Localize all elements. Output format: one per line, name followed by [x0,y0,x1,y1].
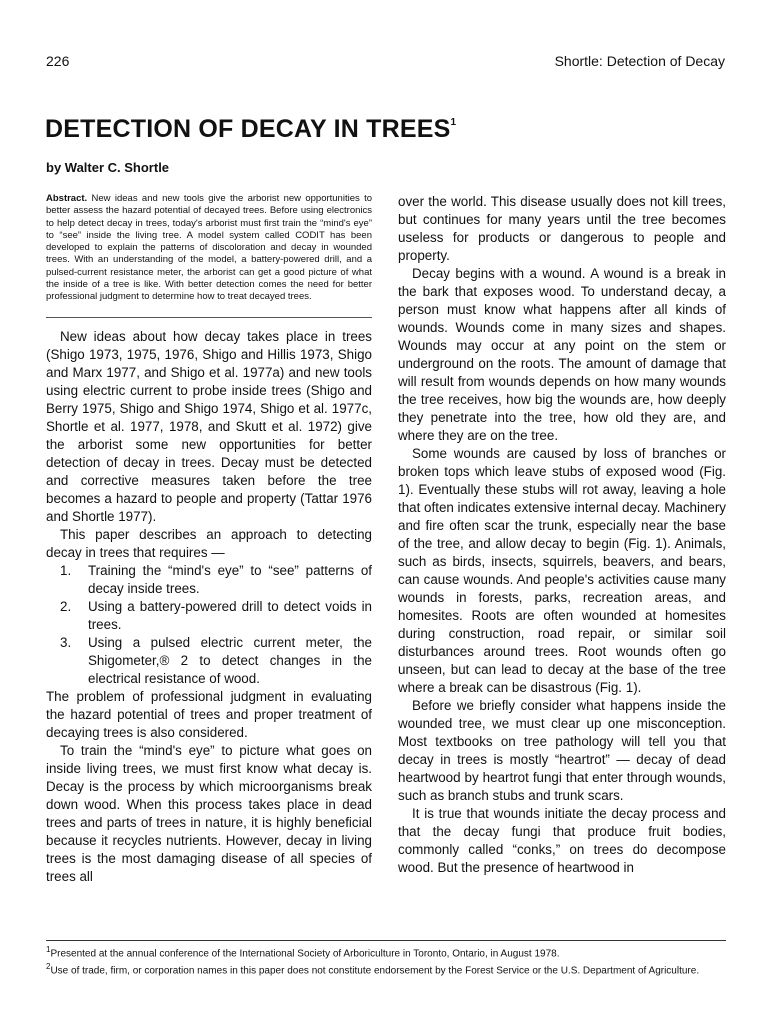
running-head: Shortle: Detection of Decay [554,53,725,69]
list-text: Training the “mind's eye” to “see” patterns of decay inside trees. [88,562,372,596]
article-title [45,115,456,144]
paragraph: It is true that wounds initiate the decay process and that the decay fungi that produce fruit bodies, commonly called “conks,” on trees do decompose wood. But the presence of heartwood in [398,806,726,875]
footnote [46,960,730,977]
page-number: 226 [46,53,70,69]
footnote-divider [46,940,726,941]
paragraph: Decay begins with a wound. A wound is a break in the bark that exposes wood. To understand decay, a person must know what happens after all kinds of wounds. Wounds come in many sizes and shapes. Wounds may occur at any point on the stem or underground on the roots. The amount of damage that will result from wounds depends on how many wounds the tree receives, how big the wounds are, how deeply they penetrate into the tree, how old they are, and where they are on the tree. [398,266,726,443]
footnote-text: Presented at the annual conference of the International Society of Arboriculture in Toronto, Ontario, in August 1978. [50,948,560,960]
list-item [46,634,372,688]
right-column [398,193,726,877]
abstract-label: Abstract. [46,193,88,204]
footnote-mark: 1 [46,945,51,954]
title-text: DETECTION OF DECAY IN TREES [45,115,451,143]
list-number: 1. [60,562,72,578]
footnotes [46,943,730,978]
abstract [46,193,372,304]
list-item [46,562,372,598]
byline: by Walter C. Shortle [46,160,170,175]
footnote-text: Use of trade, firm, or corporation names in this paper does not constitute endorsement by the Forest Service or the U.S. Department of Agriculture. [50,965,700,977]
paragraph: This paper describes an approach to detecting decay in trees that requires — [46,526,372,560]
list-text: Using a battery-powered drill to detect voids in trees. [88,598,372,632]
paragraph: over the world. This disease usually does not kill trees, but continues for many years until the tree becomes useless for products or dangerous to people and property. [398,194,726,263]
footnote-mark: 2 [46,962,51,972]
list-number: 2. [60,598,72,614]
left-body [46,328,372,886]
paragraph: Some wounds are caused by loss of branches or broken tops which leave stubs of exposed wood (Fig. 1). Eventually these stubs will rot away, leaving a hole that often indicates extensive internal decay. Machinery and fire often scar the trunk, especially near the base of the tree, and allow decay to begin (Fig. 1). Animals, such as birds, insects, squirrels, beavers, and bears, can cause wounds. And people's activities cause many wounds in forests, parks, recreation areas, and homesites. Roots are often wounded at homesites during construction, road repair, or similar soil disturbances around trees. Root wounds often go unseen, but can lead to decay at the base of the tree where a break can be disastrous (Fig. 1). [398,446,727,695]
abstract-divider [46,317,372,318]
footnote [46,943,730,960]
paragraph: Before we briefly consider what happens inside the wounded tree, we must clear up one misconception. Most textbooks on tree pathology will tell you that decay in trees is mostly “heartrot” — decay of dead heartwood by heartrot fungi that enter through wounds, such as branch stubs and trunk scars. [398,698,726,803]
paragraph: To train the “mind's eye” to picture what goes on inside living trees, we must first know what decay is. Decay is the process by which microorganisms break down wood. When this process takes place in dead trees and parts of trees in nature, it is highly beneficial because it recycles nutrients. However, decay in living trees is the most damaging disease of all species of trees all [46,742,372,884]
list-item [46,598,372,634]
paragraph: New ideas about how decay takes place in trees (Shigo 1973, 1975, 1976, Shigo and Hillis 1973, Shigo and Marx 1977, and Shigo et al. 1977a) and new tools using electric current to probe inside trees (Shigo and Berry 1975, Shigo and Shigo 1974, Shigo et al. 1977c, Shortle et al. 1977, 1978, and Skutt et al. 1972) give the arborist some new opportunities for better detection of decay in trees. Decay must be detected and corrective measures taken before the tree becomes a hazard to people and property (Tattar 1976 and Shortle 1977). [46,328,372,524]
title-footnote-mark: 1 [450,117,457,128]
paragraph: The problem of professional judgment in evaluating the hazard potential of trees and proper treatment of decaying trees is also considered. [46,688,372,740]
list-number: 3. [60,634,72,650]
left-column [46,193,372,886]
requirements-list [46,562,372,688]
list-text: Using a pulsed electric current meter, the Shigometer,® 2 to detect changes in the electrical resistance of wood. [88,634,372,686]
abstract-text: New ideas and new tools give the arborist new opportunities to better assess the hazard potential of decayed trees. Before using electronics to help detect decay in trees, today's arborist must first train the “mind's eye” to “see” inside the living tree. A model system called CODIT has been developed to explain the patterns of discoloration and decay in wounded trees. With an understanding of the model, a battery-powered drill, and a pulsed-current resistance meter, the arborist can get a good picture of what the inside of a tree is like. With better detection comes the need for better professional judgment to determine how to treat decayed trees. [46,193,372,303]
right-body [398,193,726,877]
